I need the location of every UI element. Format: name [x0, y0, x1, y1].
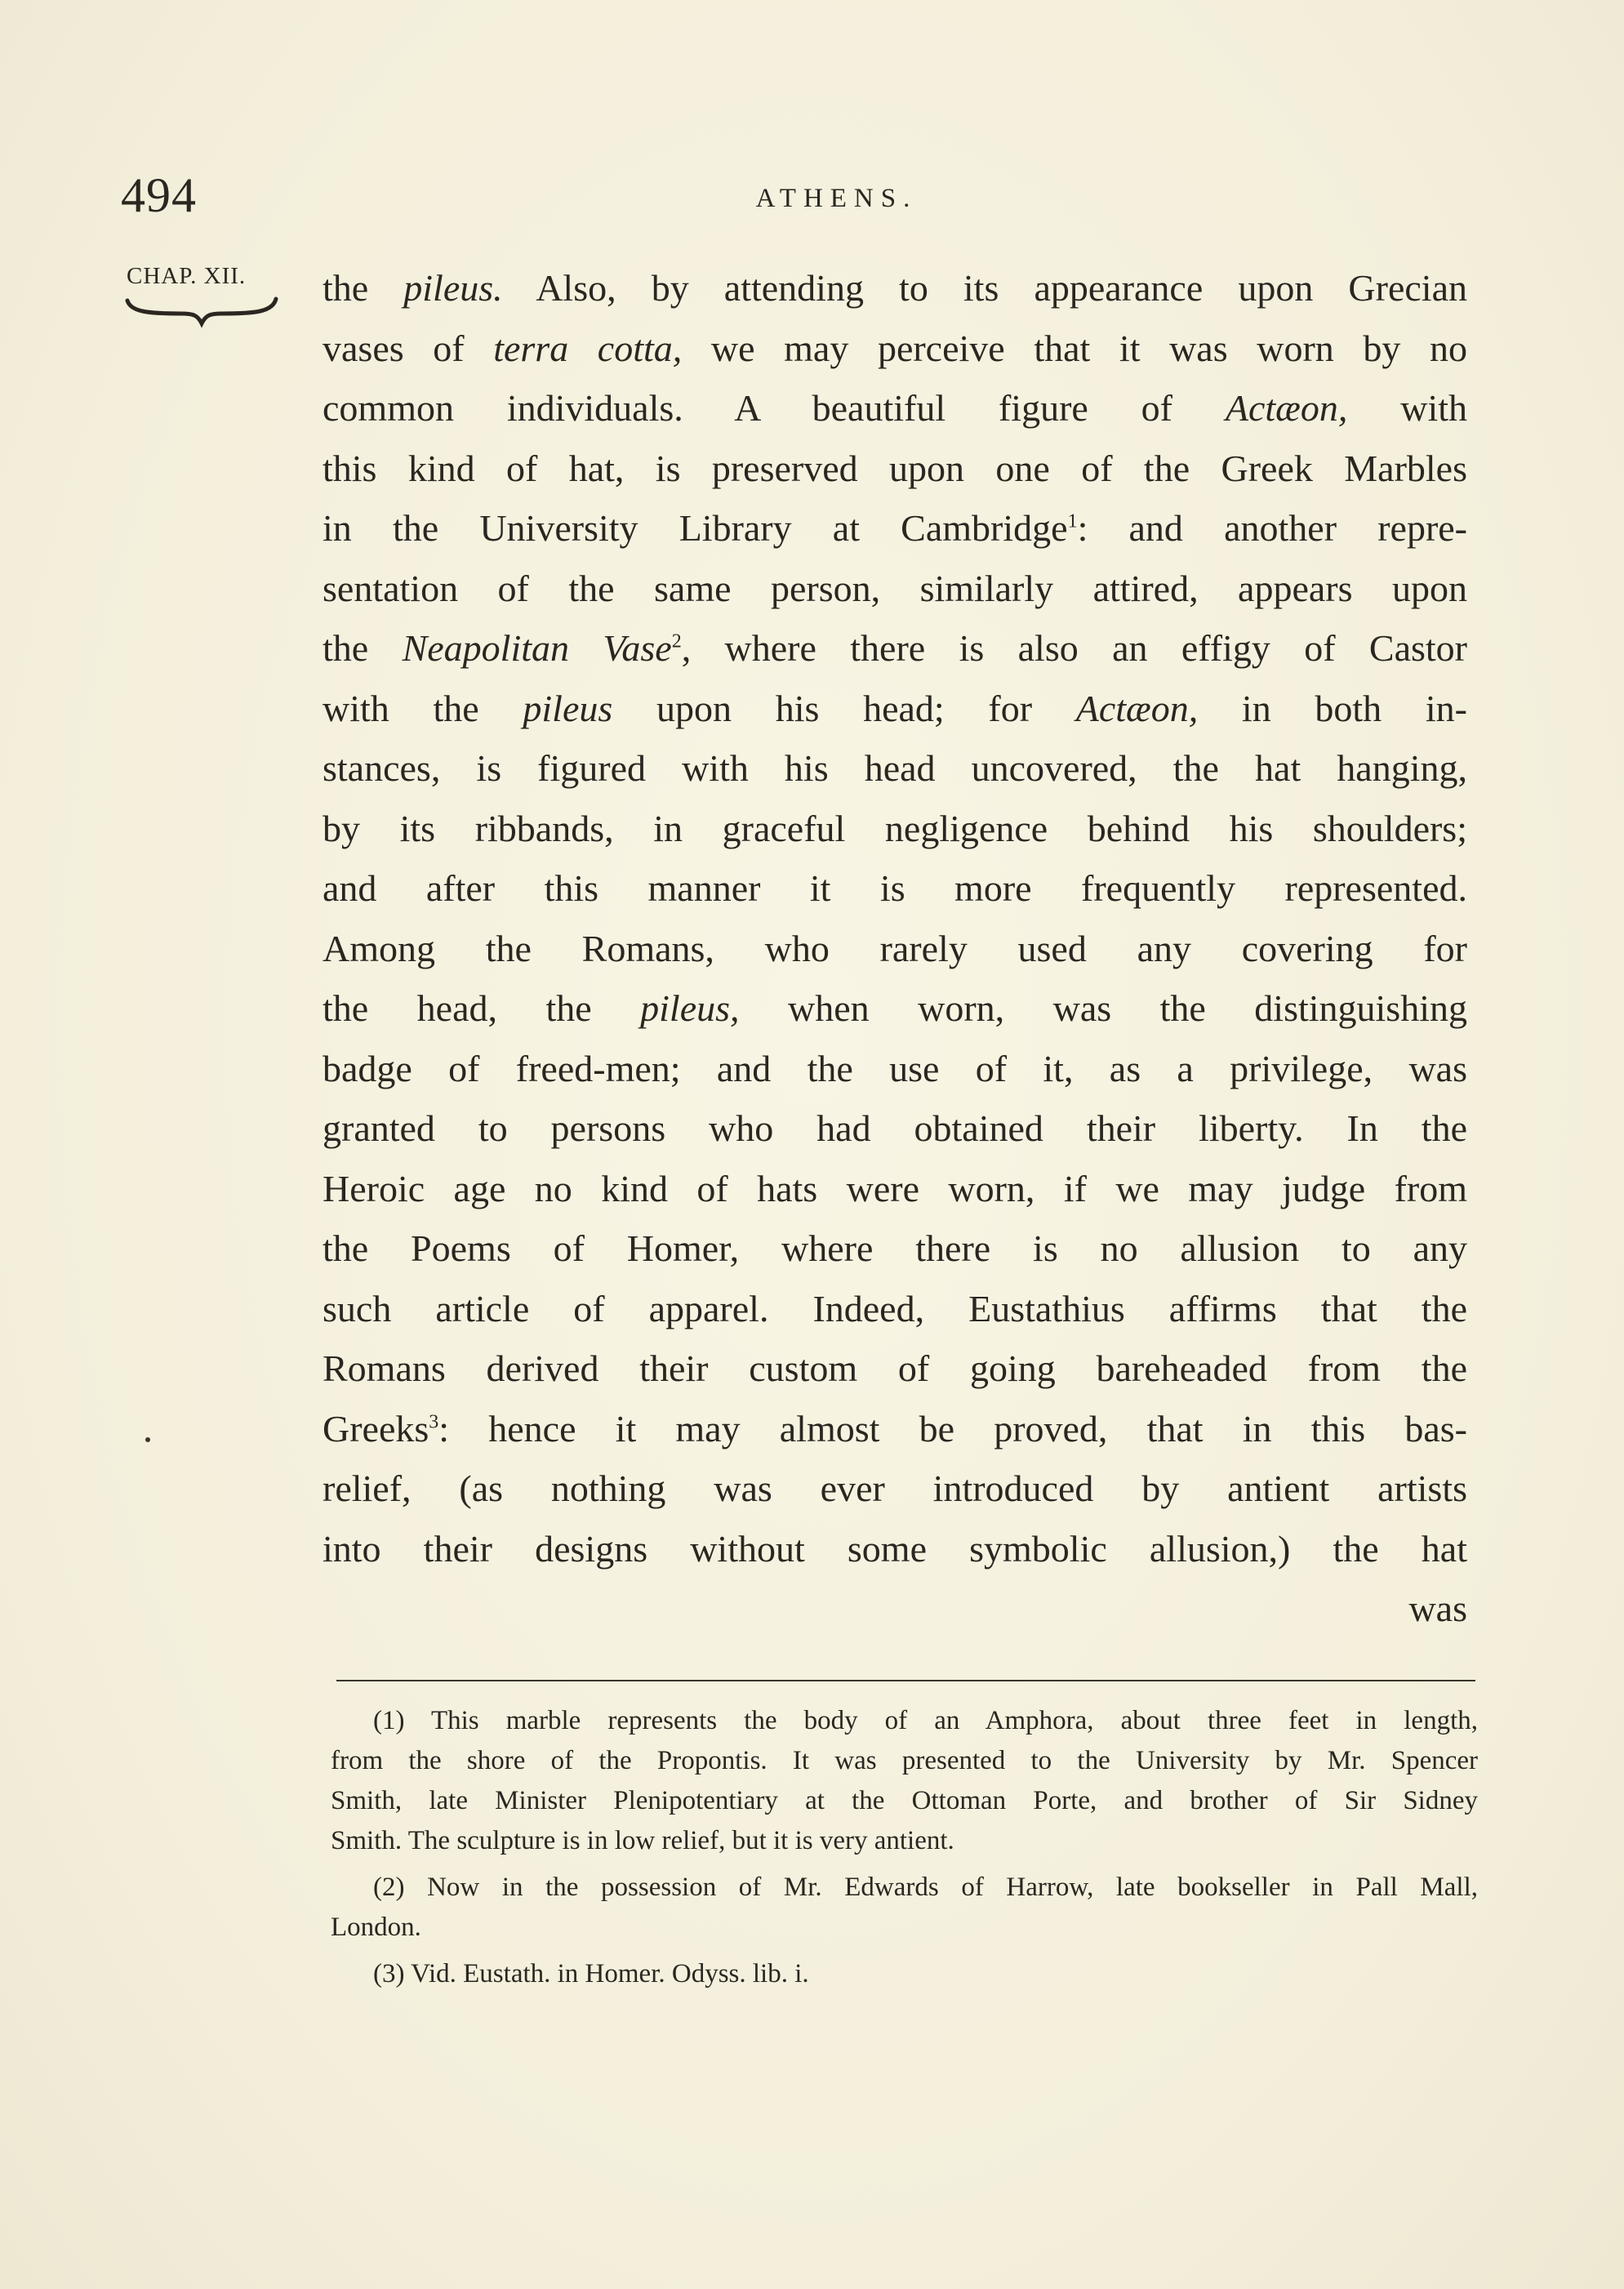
text-run: vases of: [323, 327, 494, 369]
footnote-reference: 1: [1067, 510, 1078, 532]
text-run: in both in-: [1198, 687, 1467, 729]
body-line: [323, 1218, 1467, 1279]
footnote-line: (3) Vid. Eustath. in Homer. Odyss. lib. i.: [373, 1959, 809, 1988]
text-run: relief, (as nothing was ever introduced by antient artists: [323, 1467, 1467, 1509]
body-line: [323, 919, 1467, 979]
body-line: [323, 258, 1467, 318]
text-run: stances, is figured with his head uncovered, the hat hanging,: [323, 747, 1467, 789]
text-run: sentation of the same person, similarly attired, appears upon: [323, 567, 1467, 609]
body-line: [323, 559, 1467, 619]
text-run: the Poems of Homer, where there is no allusion to any: [323, 1227, 1467, 1269]
text-run: upon his head; for: [612, 687, 1076, 729]
text-run: Greeks: [323, 1407, 429, 1450]
text-run: this kind of hat, is preserved upon one of the Greek Marbles: [323, 447, 1467, 489]
body-line: [323, 1039, 1467, 1099]
text-run: with the: [323, 687, 523, 729]
footnotes: [331, 1701, 1478, 1994]
text-run: when worn, was the distinguishing: [739, 987, 1467, 1029]
footnote-line: (1) This marble represents the body of an Amphora, about three feet in length,: [373, 1706, 1478, 1735]
footnote-line: (2) Now in the possession of Mr. Edwards of Harrow, late bookseller in Pall Mall,: [373, 1873, 1478, 1902]
body-line: [323, 679, 1467, 739]
print-speck: [145, 1437, 150, 1442]
body-line: [323, 978, 1467, 1039]
footnote-gap: [331, 1948, 1478, 1954]
footnote-reference: 2: [671, 630, 682, 652]
footnote-rule: [336, 1680, 1475, 1681]
footnote-reference: 3: [429, 1411, 439, 1433]
chapter-brace-ornament: [124, 296, 279, 328]
text-run: Romans derived their custom of going bareheaded from the: [323, 1347, 1467, 1389]
text-run: in the University Library at Cambridge: [323, 507, 1068, 549]
body-line: [323, 858, 1467, 919]
footnote-line: London.: [331, 1913, 421, 1942]
text-run: : hence it may almost be proved, that in this bas-: [438, 1407, 1467, 1450]
text-run: we may perceive that it was worn by no: [682, 327, 1467, 369]
italic-text: Actæon,: [1075, 687, 1199, 729]
body-line: [323, 1579, 1467, 1639]
italic-text: pileus,: [640, 987, 740, 1029]
body-line: [323, 1098, 1467, 1159]
text-run: by its ribbands, in graceful negligence behind his shoulders;: [323, 807, 1467, 849]
footnote: [331, 1954, 1478, 1994]
text-run: the: [323, 627, 403, 669]
footnote-gap: [331, 1861, 1478, 1868]
text-run: common individuals. A beautiful figure of: [323, 387, 1226, 429]
body-line: [323, 318, 1467, 379]
footnote-line: Smith. The sculpture is in low relief, but it is very antient.: [331, 1826, 954, 1855]
body-line: [323, 1399, 1467, 1459]
footnote: [331, 1868, 1478, 1948]
body-line: [323, 498, 1467, 559]
italic-text: pileus: [523, 687, 613, 729]
running-head: ATHENS.: [755, 184, 918, 213]
body-line: [323, 1519, 1467, 1579]
footnote-line: from the shore of the Propontis. It was presented to the University by Mr. Spencer: [331, 1746, 1478, 1775]
chapter-marker: CHAP. XII.: [127, 263, 247, 289]
text-run: such article of apparel. Indeed, Eustathius affirms that the: [323, 1287, 1467, 1329]
body-line: [323, 1338, 1467, 1399]
body-line: [323, 1279, 1467, 1339]
italic-text: Actæon,: [1225, 387, 1348, 429]
italic-text: Neapolitan Vase: [402, 627, 672, 669]
italic-text: pileus.: [403, 267, 503, 309]
text-run: badge of freed-men; and the use of it, as a privilege, was: [323, 1047, 1467, 1089]
footnote-line: Smith, late Minister Plenipotentiary at the Ottoman Porte, and brother of Sir Sidney: [331, 1786, 1478, 1815]
body-line: [323, 1458, 1467, 1519]
text-run: with: [1347, 387, 1467, 429]
text-run: : and another repre-: [1077, 507, 1467, 549]
text-run: the head, the: [323, 987, 641, 1029]
text-run: and after this manner it is more frequently represented.: [323, 867, 1467, 909]
body-line: [323, 378, 1467, 439]
text-run: Also, by attending to its appearance upon Grecian: [502, 267, 1467, 309]
footnote: [331, 1701, 1478, 1861]
text-run: , where there is also an effigy of Castor: [681, 627, 1467, 669]
text-run: Heroic age no kind of hats were worn, if we may judge from: [323, 1167, 1467, 1209]
body-line: [323, 439, 1467, 499]
text-run: into their designs without some symbolic allusion,) the hat: [323, 1527, 1467, 1570]
text-run: granted to persons who had obtained their liberty. In the: [323, 1107, 1467, 1149]
italic-text: terra cotta,: [493, 327, 683, 369]
body-line: [323, 1159, 1467, 1219]
text-run: was: [1408, 1588, 1467, 1629]
body-line: [323, 738, 1467, 799]
body-text: [323, 258, 1467, 1639]
body-line: [323, 799, 1467, 859]
text-run: the: [323, 267, 404, 309]
body-line: [323, 618, 1467, 679]
page-number: 494: [121, 168, 197, 222]
text-run: Among the Romans, who rarely used any covering for: [323, 927, 1467, 969]
